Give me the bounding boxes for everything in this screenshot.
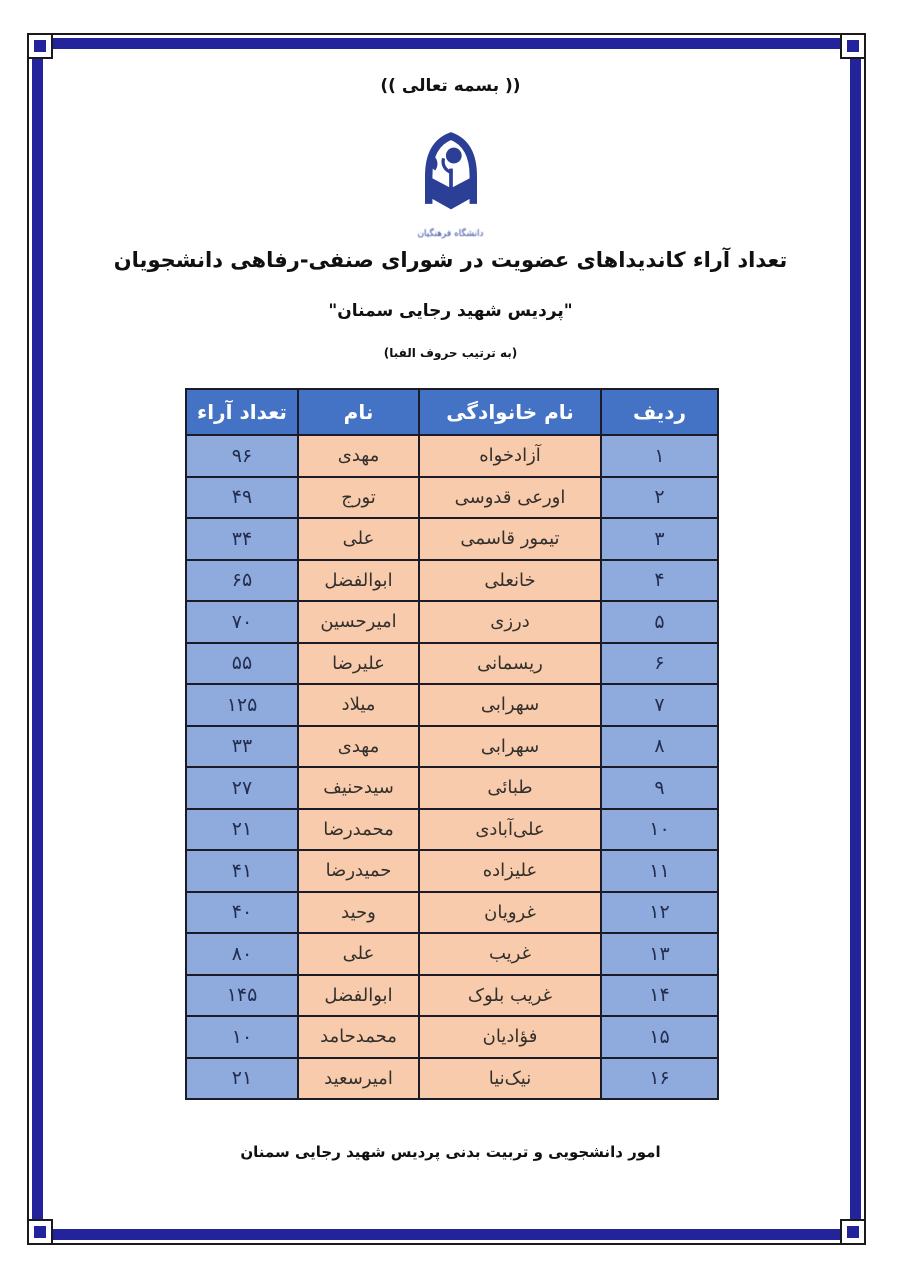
cell-last-name: غریب بلوک	[419, 975, 601, 1017]
cell-row-number: ۱۴	[601, 975, 718, 1017]
cell-last-name: ریسمانی	[419, 643, 601, 685]
cell-first-name: میلاد	[298, 684, 419, 726]
border-corner-ornament	[27, 1219, 53, 1245]
cell-vote-count: ۲۱	[186, 809, 298, 851]
table-row	[186, 809, 718, 851]
cell-row-number: ۳	[601, 518, 718, 560]
cell-row-number: ۴	[601, 560, 718, 602]
border-corner-ornament	[840, 1219, 866, 1245]
cell-first-name: ابوالفضل	[298, 560, 419, 602]
cell-first-name: محمدحامد	[298, 1016, 419, 1058]
cell-vote-count: ۶۵	[186, 560, 298, 602]
table-row	[186, 643, 718, 685]
cell-first-name: سیدحنیف	[298, 767, 419, 809]
cell-first-name: محمدرضا	[298, 809, 419, 851]
cell-row-number: ۱۵	[601, 1016, 718, 1058]
cell-vote-count: ۳۳	[186, 726, 298, 768]
column-header-row-number: ردیف	[601, 389, 718, 435]
cell-row-number: ۲	[601, 477, 718, 519]
votes-table	[185, 388, 719, 1100]
cell-vote-count: ۴۱	[186, 850, 298, 892]
table-header-row	[186, 389, 718, 435]
border-corner-fill	[847, 1226, 859, 1238]
cell-vote-count: ۱۰	[186, 1016, 298, 1058]
table-row	[186, 933, 718, 975]
cell-last-name: سهرابی	[419, 684, 601, 726]
cell-last-name: درزی	[419, 601, 601, 643]
university-logo	[0, 124, 901, 239]
university-logo-caption: دانشگاه فرهنگیان	[417, 229, 484, 239]
cell-row-number: ۵	[601, 601, 718, 643]
table-row	[186, 726, 718, 768]
cell-row-number: ۱	[601, 435, 718, 477]
cell-vote-count: ۳۴	[186, 518, 298, 560]
cell-row-number: ۱۶	[601, 1058, 718, 1100]
cell-first-name: مهدی	[298, 435, 419, 477]
cell-first-name: امیرحسین	[298, 601, 419, 643]
cell-last-name: سهرابی	[419, 726, 601, 768]
cell-vote-count: ۸۰	[186, 933, 298, 975]
footer-text: امور دانشجویی و تربیت بدنی پردیس شهید رجایی سمنان	[240, 1143, 661, 1161]
sort-order-note: (به ترتیب حروف الفبا)	[383, 346, 518, 360]
cell-last-name: فؤادیان	[419, 1016, 601, 1058]
cell-vote-count: ۲۱	[186, 1058, 298, 1100]
cell-first-name: تورج	[298, 477, 419, 519]
table-body	[186, 435, 718, 1099]
cell-first-name: وحید	[298, 892, 419, 934]
cell-row-number: ۱۳	[601, 933, 718, 975]
cell-vote-count: ۵۵	[186, 643, 298, 685]
cell-last-name: خانعلی	[419, 560, 601, 602]
table-row	[186, 767, 718, 809]
column-header-first-name: نام	[298, 389, 419, 435]
cell-vote-count: ۴۰	[186, 892, 298, 934]
cell-row-number: ۸	[601, 726, 718, 768]
table-row	[186, 684, 718, 726]
cell-vote-count: ۷۰	[186, 601, 298, 643]
cell-row-number: ۱۱	[601, 850, 718, 892]
cell-first-name: حمیدرضا	[298, 850, 419, 892]
cell-vote-count: ۹۶	[186, 435, 298, 477]
cell-first-name: ابوالفضل	[298, 975, 419, 1017]
cell-row-number: ۱۲	[601, 892, 718, 934]
table-row	[186, 560, 718, 602]
cell-last-name: علیزاده	[419, 850, 601, 892]
table-row	[186, 518, 718, 560]
table-row	[186, 435, 718, 477]
border-corner-fill	[34, 1226, 46, 1238]
cell-first-name: علی	[298, 933, 419, 975]
table-row	[186, 1058, 718, 1100]
column-header-vote-count: تعداد آراء	[186, 389, 298, 435]
table-row	[186, 601, 718, 643]
cell-first-name: علی	[298, 518, 419, 560]
cell-vote-count: ۴۹	[186, 477, 298, 519]
table-row	[186, 850, 718, 892]
cell-row-number: ۷	[601, 684, 718, 726]
border-corner-fill	[847, 40, 859, 52]
border-corner-ornament	[840, 33, 866, 59]
border-corner-fill	[34, 40, 46, 52]
cell-last-name: علی‌آبادی	[419, 809, 601, 851]
cell-last-name: آزادخواه	[419, 435, 601, 477]
table-row	[186, 1016, 718, 1058]
cell-first-name: علیرضا	[298, 643, 419, 685]
table-row	[186, 892, 718, 934]
border-corner-ornament	[27, 33, 53, 59]
cell-vote-count: ۱۲۵	[186, 684, 298, 726]
campus-subtitle: "پردیس شهید رجایی سمنان"	[328, 301, 573, 321]
cell-last-name: غرویان	[419, 892, 601, 934]
cell-last-name: طبائی	[419, 767, 601, 809]
table-row	[186, 477, 718, 519]
cell-first-name: مهدی	[298, 726, 419, 768]
cell-last-name: نیک‌نیا	[419, 1058, 601, 1100]
university-emblem-icon	[404, 124, 498, 228]
cell-last-name: غریب	[419, 933, 601, 975]
cell-first-name: امیرسعید	[298, 1058, 419, 1100]
cell-row-number: ۹	[601, 767, 718, 809]
cell-last-name: اورعی قدوسی	[419, 477, 601, 519]
cell-vote-count: ۱۴۵	[186, 975, 298, 1017]
cell-row-number: ۶	[601, 643, 718, 685]
cell-last-name: تیمور قاسمی	[419, 518, 601, 560]
bismillah-text: (( بسمه تعالی ))	[380, 76, 521, 96]
cell-vote-count: ۲۷	[186, 767, 298, 809]
table-row	[186, 975, 718, 1017]
cell-row-number: ۱۰	[601, 809, 718, 851]
column-header-last-name: نام خانوادگی	[419, 389, 601, 435]
page-title: تعداد آراء کاندیداهای عضویت در شورای صنفی-رفاهی دانشجویان	[113, 248, 788, 272]
